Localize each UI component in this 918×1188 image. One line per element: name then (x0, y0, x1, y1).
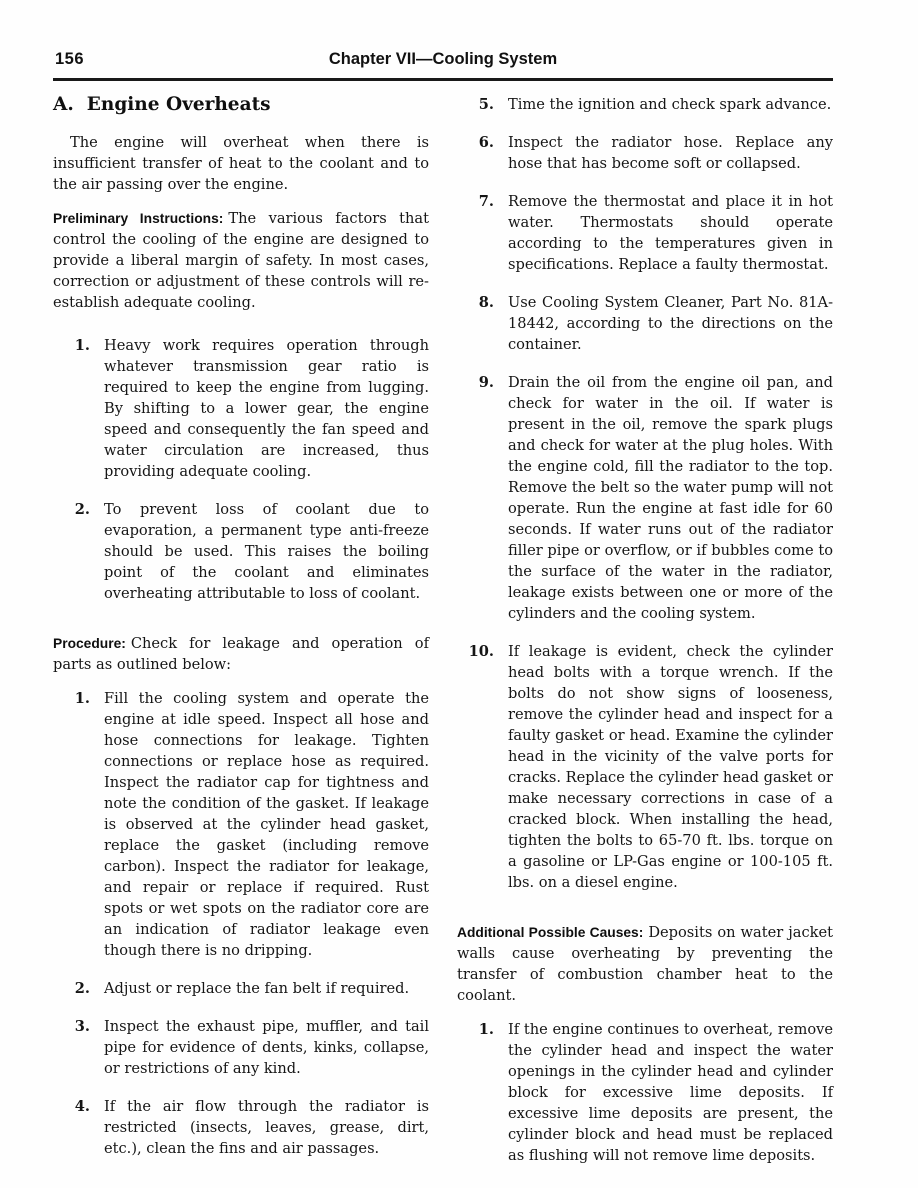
label-additional-possible-causes: Additional Possible Causes: (457, 925, 644, 940)
item-text: If the engine continues to overheat, remove the cylinder head and inspect the water openings in the cylinder head and cylinder block for excessive lime deposits. If excessive lime deposits are present, the cylinder block and head must be replaced as flushing will not remove lime deposits. (508, 1021, 833, 1164)
list-item (457, 94, 833, 115)
preliminary-list (53, 335, 429, 604)
list-item (53, 335, 429, 482)
item-number: 3. (74, 1018, 90, 1035)
right-column (457, 94, 833, 1178)
item-number: 5. (478, 96, 494, 113)
additional-causes-text: Deposits on water jacket walls cause overheating by preventing the transfer of combustion chamber heat to the coolant. (457, 924, 834, 1004)
section-heading (53, 94, 429, 116)
procedure-list-right (457, 94, 833, 893)
item-text: Adjust or replace the fan belt if required. (104, 980, 410, 997)
item-number: 2. (74, 980, 90, 997)
list-item (53, 1096, 429, 1159)
paragraph-procedure (53, 633, 429, 675)
item-text: Use Cooling System Cleaner, Part No. 81A-18442, according to the directions on the container. (508, 294, 833, 353)
item-text: If leakage is evident, check the cylinder head bolts with a torque wrench. If the bolts do not show signs of looseness, remove the cylinder head and inspect for a faulty gasket or head. Examine the cylinder head in the vicinity of the valve ports for cracks. Replace the cylinder head gasket or make necessary corrections in case of a cracked block. When installing the head, tighten the bolts to 65-70 ft. lbs. torque on a gasoline or LP-Gas engine or 100-105 ft. lbs. on a diesel engine. (508, 643, 833, 891)
item-text: Remove the thermostat and place it in hot water. Thermostats should operate according to the temperatures given in specifications. Replace a faulty thermostat. (508, 193, 833, 273)
paragraph-intro: The engine will overheat when there is insufficient transfer of heat to the coolant and to the air passing over the engine. (53, 134, 429, 193)
list-item (457, 641, 833, 893)
additional-causes-list (457, 1019, 833, 1166)
list-item (457, 1019, 833, 1166)
item-text: Inspect the exhaust pipe, muffler, and tail pipe for evidence of dents, kinks, collapse, or restrictions of any kind. (104, 1018, 429, 1077)
paragraph-additional-causes (457, 922, 833, 1006)
list-item (53, 499, 429, 604)
item-number: 7. (478, 193, 494, 210)
two-column-body (53, 94, 833, 1178)
page-number: 156 (55, 50, 85, 68)
item-text: Time the ignition and check spark advance. (508, 96, 832, 113)
label-preliminary-instructions: Preliminary Instructions: (53, 211, 224, 226)
item-number: 6. (478, 134, 494, 151)
item-number: 1. (74, 337, 90, 354)
list-item (457, 372, 833, 624)
item-number: 4. (74, 1098, 90, 1115)
list-item (457, 292, 833, 355)
header-rule (53, 78, 833, 81)
procedure-list-left (53, 688, 429, 1159)
item-text: Fill the cooling system and operate the engine at idle speed. Inspect all hose and hose connections for leakage. Tighten connections or replace hose as required. Inspect the radiator cap for tightness and note the condition of the gasket. If leakage is observed at the cylinder head gasket, replace the gasket (including remove carbon). Inspect the radiator for leakage, and repair or replace if required. Rust spots or wet spots on the radiator core are an indication of radiator leakage even though there is no dripping. (104, 690, 429, 959)
item-number: 1. (478, 1021, 494, 1038)
item-number: 10. (468, 643, 494, 660)
item-number: 8. (478, 294, 494, 311)
left-column (53, 94, 429, 1178)
label-procedure: Procedure: (53, 636, 126, 651)
running-header (53, 50, 833, 74)
list-item (53, 978, 429, 999)
chapter-title: Chapter VII—Cooling System (328, 50, 558, 68)
list-item (53, 1016, 429, 1079)
item-number: 1. (74, 690, 90, 707)
item-number: 9. (478, 374, 494, 391)
list-item (457, 191, 833, 275)
item-text: Drain the oil from the engine oil pan, and check for water in the oil. If water is present in the oil, remove the spark plugs and check for water at the plug holes. With the engine cold, fill the radiator to the top. Remove the belt so the water pump will not operate. Run the engine at fast idle for 60 seconds. If water runs out of the radiator filler pipe or overflow, or if bubbles come to the surface of the water in the radiator, leakage exists between one or more of the cylinders and the cooling system. (508, 374, 833, 622)
paragraph-preliminary (53, 208, 429, 313)
section-letter: A. (53, 94, 74, 115)
item-number: 2. (74, 501, 90, 518)
item-text: Inspect the radiator hose. Replace any hose that has become soft or collapsed. (508, 134, 833, 172)
preliminary-text: The various factors that control the cooling of the engine are designed to provide a liberal margin of safety. In most cases, correction or adjustment of these controls will re-establish adequate cooling. (53, 210, 429, 311)
item-text: Heavy work requires operation through whatever transmission gear ratio is required to keep the engine from lugging. By shifting to a lower gear, the engine speed and consequently the fan speed and water circulation are increased, thus providing adequate cooling. (104, 337, 429, 480)
section-title: Engine Overheats (86, 94, 271, 115)
procedure-text: Check for leakage and operation of parts as outlined below: (53, 635, 429, 673)
list-item (53, 688, 429, 961)
item-text: If the air flow through the radiator is restricted (insects, leaves, grease, dirt, etc.), clean the fins and air passages. (104, 1098, 429, 1157)
list-item (457, 132, 833, 174)
item-text: To prevent loss of coolant due to evaporation, a permanent type anti-freeze should be used. This raises the boiling point of the coolant and eliminates overheating attributable to loss of coolant. (104, 501, 429, 602)
